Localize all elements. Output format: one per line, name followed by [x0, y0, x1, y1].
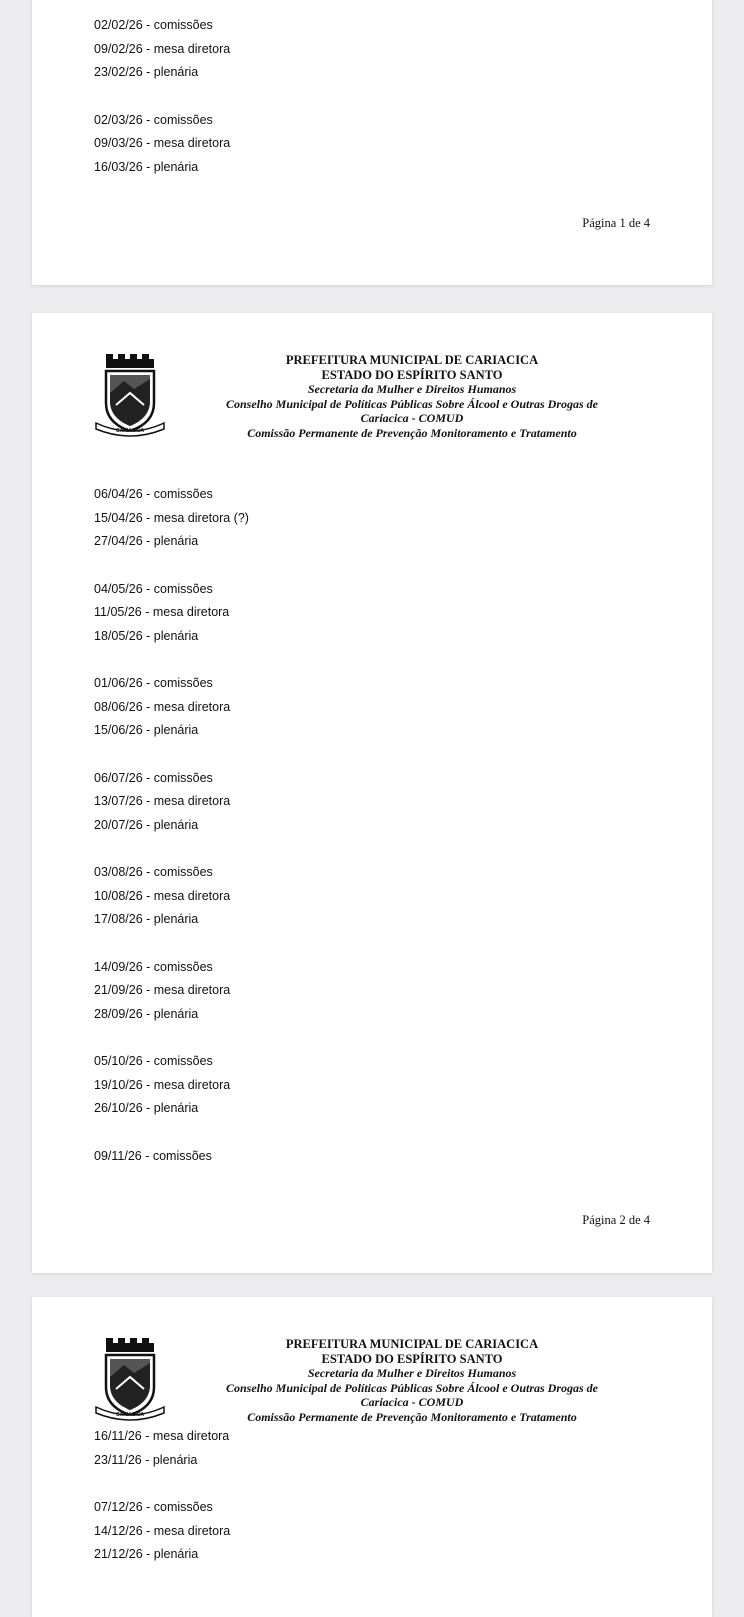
cariacica-crest-icon — [94, 1337, 172, 1423]
letterhead-council-cont: Cariacica - COMUD — [360, 1395, 464, 1409]
letterhead-state: ESTADO DO ESPÍRITO SANTO — [321, 367, 503, 382]
document-page-2 — [32, 313, 712, 1273]
schedule-entry: 02/03/26 - comissões — [94, 112, 213, 127]
schedule-group — [94, 1145, 249, 1169]
schedule-entry: 13/07/26 - mesa diretora — [94, 794, 231, 808]
schedule-entry: 10/08/26 - mesa diretora — [94, 888, 231, 903]
letterhead-council-cont: Cariacica - COMUD — [360, 411, 464, 425]
schedule-entry: 14/12/26 - mesa diretora — [94, 1523, 231, 1538]
schedule-group — [94, 767, 249, 838]
schedule-entry: 06/04/26 - comissões — [94, 487, 213, 501]
schedule-entry: 21/12/26 - plenária — [94, 1547, 199, 1561]
schedule-entry: 14/09/26 - comissões — [94, 959, 213, 974]
schedule-entry: 16/03/26 - plenária — [94, 159, 199, 174]
document-page-3 — [32, 1297, 712, 1617]
letterhead-title: PREFEITURA MUNICIPAL DE CARIACICA — [285, 353, 539, 367]
letterhead-commission: Comissão Permanente de Prevenção Monitoramento e Tratamento — [247, 1409, 577, 1424]
schedule-entry: 16/11/26 - mesa diretora — [94, 1429, 230, 1443]
letterhead-state: ESTADO DO ESPÍRITO SANTO — [321, 1351, 503, 1366]
schedule-entry: 04/05/26 - comissões — [94, 581, 213, 596]
svg-text:CARIACICA: CARIACICA — [115, 1412, 145, 1418]
schedule-list — [94, 483, 249, 1168]
schedule-entry: 21/09/26 - mesa diretora — [94, 983, 231, 997]
letterhead-text — [172, 1337, 652, 1424]
schedule-entry: 15/04/26 - mesa diretora (?) — [94, 510, 249, 525]
schedule-entry: 02/02/26 - comissões — [94, 18, 213, 32]
schedule-entry: 18/05/26 - plenária — [94, 628, 199, 643]
schedule-entry: 03/08/26 - comissões — [94, 865, 213, 879]
schedule-entry: 11/05/26 - mesa diretora — [94, 605, 230, 619]
letterhead-council: Conselho Municipal de Políticas Públicas Sobre Álcool e Outras Drogas de — [225, 396, 599, 411]
schedule-group — [94, 578, 249, 649]
schedule-group — [94, 861, 249, 932]
schedule-entry: 19/10/26 - mesa diretora — [94, 1077, 231, 1092]
letterhead-text — [172, 353, 652, 440]
schedule-group — [94, 672, 249, 743]
schedule-group — [94, 956, 249, 1027]
schedule-group — [94, 1425, 230, 1472]
schedule-entry: 09/03/26 - mesa diretora — [94, 136, 231, 150]
letterhead-secretariat: Secretaria da Mulher e Direitos Humanos — [307, 1366, 517, 1380]
schedule-entry: 09/11/26 - comissões — [94, 1148, 212, 1163]
page-number: Página 2 de 4 — [582, 1213, 650, 1227]
schedule-group — [94, 1496, 230, 1567]
schedule-entry: 08/06/26 - mesa diretora — [94, 699, 231, 714]
cariacica-crest-icon — [94, 353, 172, 439]
schedule-entry: 23/02/26 - plenária — [94, 65, 199, 79]
schedule-entry: 07/12/26 - comissões — [94, 1500, 213, 1514]
schedule-entry: 26/10/26 - plenária — [94, 1101, 199, 1115]
schedule-entry: 09/02/26 - mesa diretora — [94, 41, 231, 56]
schedule-entry: 01/06/26 - comissões — [94, 676, 213, 690]
schedule-group — [94, 483, 249, 554]
schedule-group — [94, 14, 230, 85]
document-page-1 — [32, 0, 712, 285]
schedule-entry: 28/09/26 - plenária — [94, 1006, 199, 1021]
schedule-entry: 23/11/26 - plenária — [94, 1452, 198, 1467]
letterhead-council: Conselho Municipal de Políticas Públicas Sobre Álcool e Outras Drogas de — [225, 1380, 599, 1395]
svg-text:CARIACICA: CARIACICA — [115, 428, 145, 434]
letterhead-commission: Comissão Permanente de Prevenção Monitoramento e Tratamento — [247, 425, 577, 440]
schedule-group — [94, 109, 230, 180]
letterhead — [32, 1337, 712, 1437]
letterhead — [32, 353, 712, 453]
schedule-group — [94, 1050, 249, 1121]
schedule-entry: 06/07/26 - comissões — [94, 770, 213, 785]
schedule-entry: 27/04/26 - plenária — [94, 534, 199, 548]
schedule-list — [94, 14, 230, 179]
letterhead-secretariat: Secretaria da Mulher e Direitos Humanos — [307, 382, 517, 396]
letterhead-title: PREFEITURA MUNICIPAL DE CARIACICA — [285, 1337, 539, 1351]
schedule-list — [94, 1425, 230, 1567]
schedule-entry: 15/06/26 - plenária — [94, 723, 199, 737]
schedule-entry: 20/07/26 - plenária — [94, 817, 199, 832]
schedule-entry: 05/10/26 - comissões — [94, 1054, 213, 1068]
page-number: Página 1 de 4 — [582, 216, 650, 230]
schedule-entry: 17/08/26 - plenária — [94, 912, 199, 926]
